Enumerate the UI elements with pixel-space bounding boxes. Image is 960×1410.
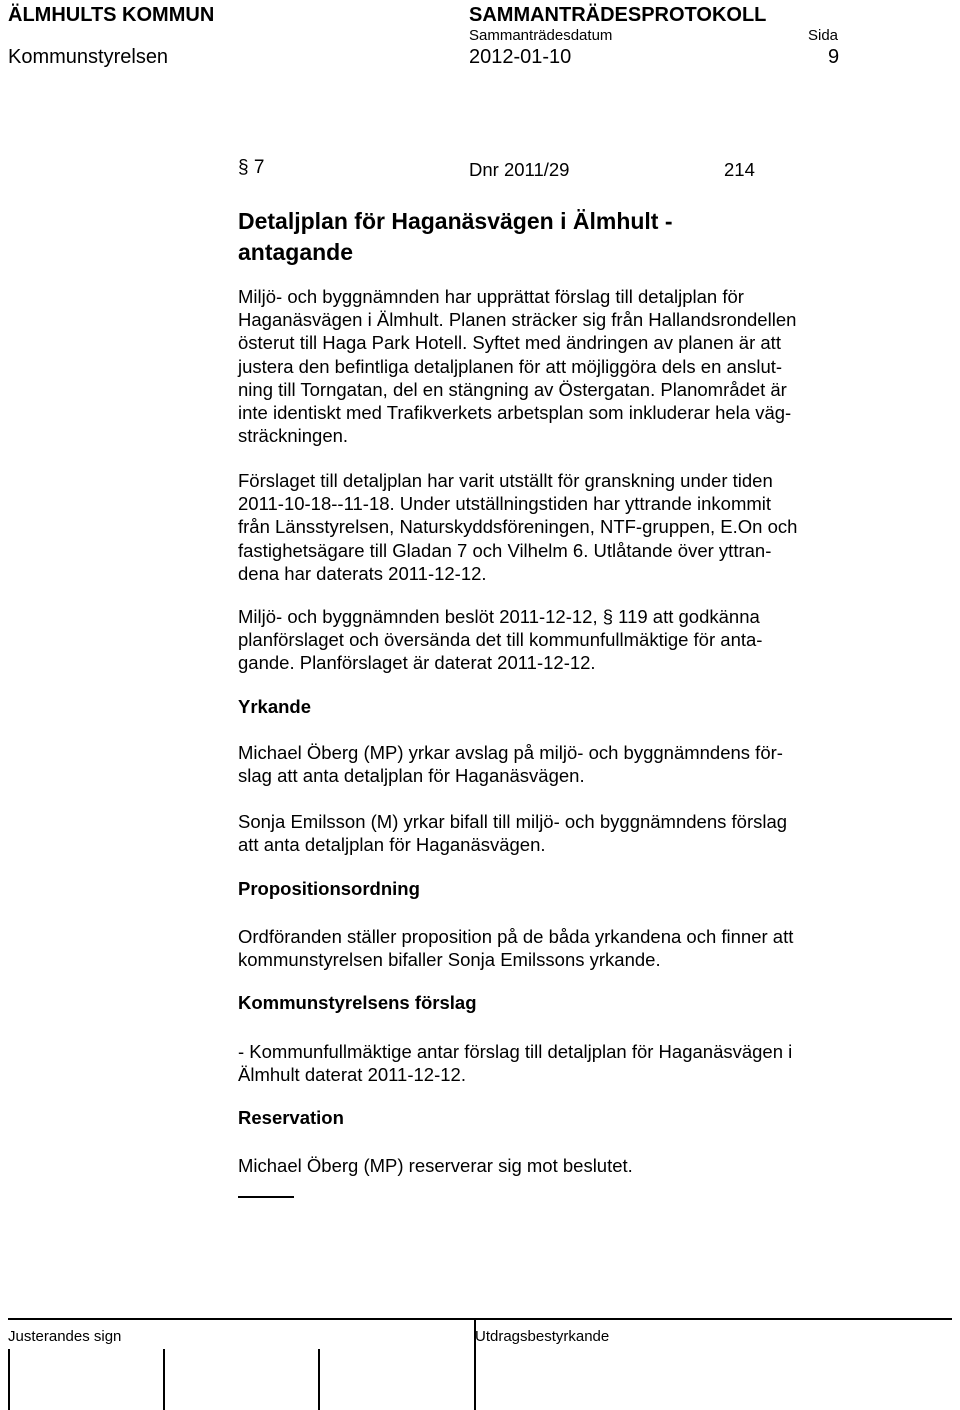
background-paragraph [238, 285, 796, 447]
text-line: fastighetsägare till Gladan 7 och Vilhelm 6. Utlåtande över yttran- [238, 539, 772, 561]
footer-divider [8, 1318, 952, 1320]
board-name: Kommunstyrelsen [8, 46, 169, 68]
municipality-name: ÄLMHULTS KOMMUN [8, 4, 215, 26]
text-line: inte identiskt med Trafikverkets arbetsplan som inkluderar hela väg- [238, 402, 792, 424]
protocol-title: SAMMANTRÄDESPROTOKOLL [469, 4, 767, 26]
forslag-paragraph [238, 1040, 792, 1086]
item-title [238, 206, 673, 268]
item-title-line: antagande [238, 239, 354, 265]
text-line: sträckningen. [238, 425, 349, 447]
text-line: österut till Haga Park Hotell. Syftet med ändringen av planen är att [238, 332, 781, 354]
yrkande-heading: Yrkande [238, 696, 312, 717]
case-number: 214 [724, 159, 755, 180]
text-line: 2011-10-18--11-18. Under utställningstiden har yttrande inkommit [238, 493, 772, 515]
page-number: 9 [828, 46, 840, 68]
signature-box-line [8, 1349, 10, 1410]
meeting-date: 2012-01-10 [469, 46, 572, 68]
text-line: Sonja Emilsson (M) yrkar bifall till miljö- och byggnämndens förslag [238, 811, 788, 832]
reservation-paragraph [238, 1154, 633, 1177]
date-label: Sammanträdesdatum [469, 27, 613, 44]
utdragsbestyrkande-label: Utdragsbestyrkande [475, 1328, 610, 1345]
page-label: Sida [808, 27, 839, 44]
text-line: slag att anta detaljplan för Haganäsvägen. [238, 765, 585, 787]
end-rule [238, 1196, 294, 1198]
text-line: från Länsstyrelsen, Naturskyddsföreningen, NTF-gruppen, E.On och [238, 516, 798, 538]
yrkande-paragraph [238, 810, 787, 856]
text-line: justera den befintliga detaljplanen för att möjliggöra dels en anslut- [238, 355, 783, 377]
text-line: Miljö- och byggnämnden beslöt 2011-12-12, § 119 att godkänna [238, 606, 760, 627]
text-line: planförslaget och översända det till kommunfullmäktige för anta- [238, 629, 763, 651]
text-line: Haganäsvägen i Älmhult. Planen sträcker sig från Hallandsrondellen [238, 309, 797, 331]
signature-box-line [163, 1349, 165, 1410]
signature-box-line [474, 1318, 476, 1410]
justerandes-sign-label: Justerandes sign [8, 1328, 122, 1345]
text-line: Michael Öberg (MP) yrkar avslag på miljö- och byggnämndens för- [238, 742, 783, 763]
text-line: Miljö- och byggnämnden har upprättat förslag till detaljplan för [238, 286, 744, 307]
text-line: gande. Planförslaget är daterat 2011-12-12. [238, 652, 596, 674]
propositionsordning-heading: Propositionsordning [238, 878, 420, 899]
paragraph-number: § 7 [238, 157, 265, 178]
text-line: dena har daterats 2011-12-12. [238, 562, 487, 584]
decision-paragraph [238, 605, 762, 675]
text-line: Förslaget till detaljplan har varit utställt för granskning under tiden [238, 470, 773, 491]
text-line: Ordföranden ställer proposition på de båda yrkandena och finner att [238, 926, 794, 947]
text-line: att anta detaljplan för Haganäsvägen. [238, 834, 546, 856]
text-line: Älmhult daterat 2011-12-12. [238, 1064, 466, 1086]
propositionsordning-paragraph [238, 925, 793, 971]
item-title-line: Detaljplan för Haganäsvägen i Älmhult - [238, 208, 673, 234]
text-line: kommunstyrelsen bifaller Sonja Emilssons yrkande. [238, 949, 661, 971]
reservation-heading: Reservation [238, 1107, 344, 1128]
text-line: Michael Öberg (MP) reserverar sig mot beslutet. [238, 1155, 633, 1176]
yrkande-paragraph [238, 741, 783, 787]
diary-number: Dnr 2011/29 [469, 159, 570, 180]
text-line: ning till Torngatan, del en stängning av Östergatan. Planområdet är [238, 378, 787, 400]
review-paragraph [238, 469, 797, 585]
signature-box-line [318, 1349, 320, 1410]
text-line: - Kommunfullmäktige antar förslag till detaljplan för Haganäsvägen i [238, 1041, 793, 1062]
forslag-heading: Kommunstyrelsens förslag [238, 992, 477, 1013]
